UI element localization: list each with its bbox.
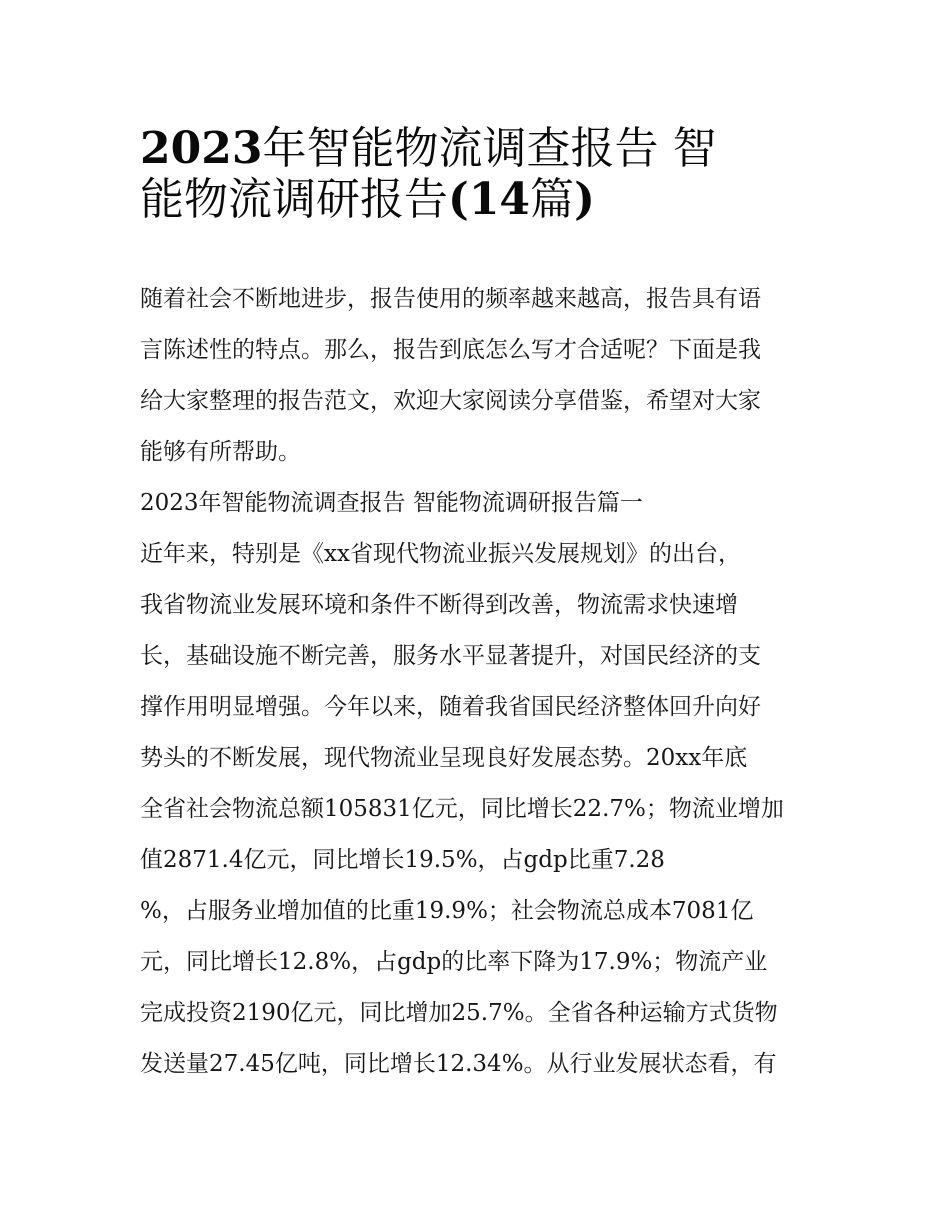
body-line: 近年来，特别是《xx省现代物流业振兴发展规划》的出台， [140,541,741,567]
body-line: 我省物流业发展环境和条件不断得到改善，物流需求快速增 [140,592,738,618]
body-line: 全省社会物流总额105831亿元，同比增长22.7%；物流业增加 [140,796,784,822]
body-paragraph [140,529,820,1090]
intro-line: 给大家整理的报告范文，欢迎大家阅读分享借鉴，希望对大家 [140,388,761,414]
intro-line: 能够有所帮助。 [140,439,301,465]
body-line: 势头的不断发展，现代物流业呈现良好发展态势。20xx年底 [140,745,748,771]
intro-line: 随着社会不断地进步，报告使用的频率越来越高，报告具有语 [140,286,761,312]
section-heading-text: 2023年智能物流调查报告 智能物流调研报告篇一 [140,490,643,516]
intro-paragraph [140,274,820,478]
body-line: 值2871.4亿元，同比增长19.5%，占gdp比重7.28 [140,847,665,873]
document-title [140,112,820,225]
body-line: %，占服务业增加值的比重19.9%；社会物流总成本7081亿 [140,898,754,924]
body-line: 元，同比增长12.8%，占gdp的比率下降为17.9%；物流产业 [140,949,768,975]
section-heading [140,478,820,529]
intro-line: 言陈述性的特点。那么，报告到底怎么写才合适呢？下面是我 [140,337,761,363]
body-line: 完成投资2190亿元，同比增加25.7%。全省各种运输方式货物 [140,1000,778,1026]
body-line: 长，基础设施不断完善，服务水平显著提升，对国民经济的支 [140,643,761,669]
body-line: 撑作用明显增强。今年以来，随着我省国民经济整体回升向好 [140,694,761,720]
title-line-1: 2023年智能物流调查报告 智 [140,123,717,174]
title-line-2: 能物流调研报告(14篇) [140,174,595,225]
body-line: 发送量27.45亿吨，同比增长12.34%。从行业发展状态看，有 [140,1051,777,1077]
